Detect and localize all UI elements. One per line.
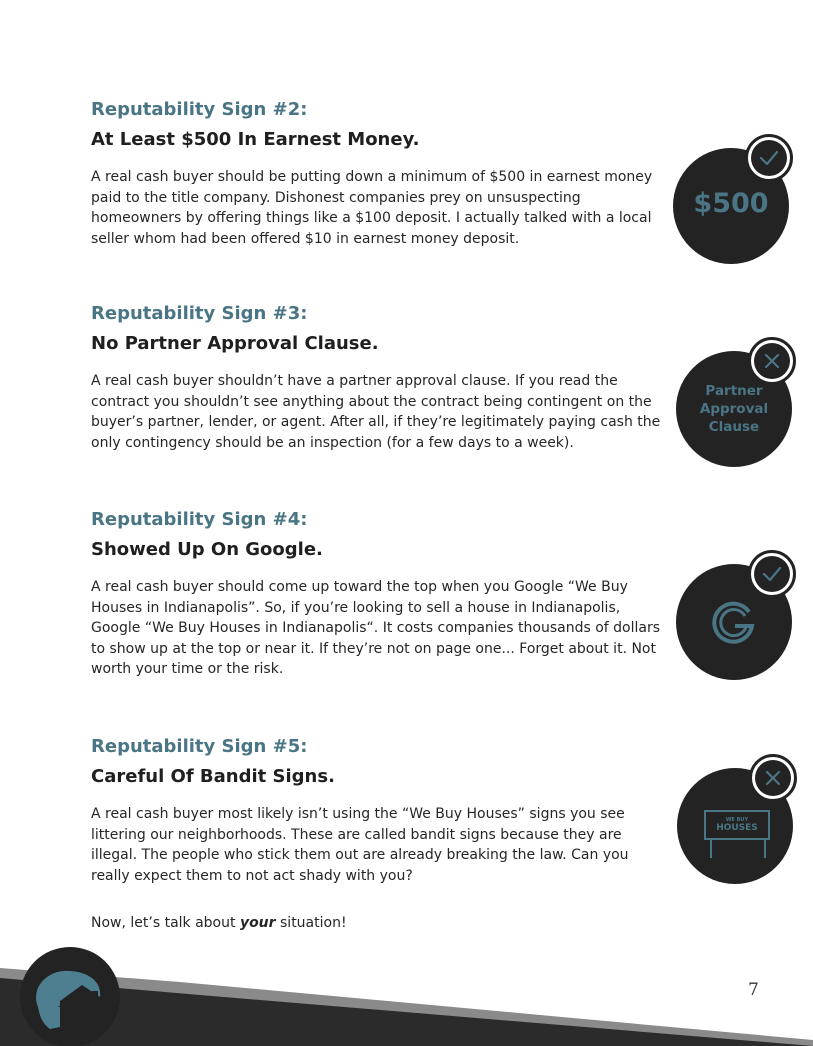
sign-body: A real cash buyer shouldn’t have a partner approval clause. If you read the contract you shouldn’t see anything about the contract being contingent on the buyer’s partner, lender, or agent. After all, if they’re legitimately paying cash the only contingency should be an inspection (for a few days to a week). <box>91 373 661 451</box>
bandit-sign-line: WE BUY <box>725 817 749 823</box>
badge-amount: $500 <box>693 188 769 219</box>
sign-section-3 <box>91 303 666 453</box>
sign-title: Careful Of Bandit Signs. <box>91 766 335 787</box>
check-icon <box>761 563 783 585</box>
badge-text-lines <box>676 382 792 436</box>
badge-line: Partner <box>705 383 763 399</box>
check-mark <box>748 550 796 598</box>
x-icon <box>762 767 784 789</box>
sign-body: A real cash buyer most likely isn’t using the “We Buy Houses” signs you see littering our neighborhoods. These are called bandit signs because they are illegal. The people who stick them out are already breaking the law. Can you really expect them to not act shady with you? <box>91 806 629 884</box>
sign-heading: Reputability Sign #5: <box>91 736 308 757</box>
footer-decoration <box>0 940 813 1046</box>
sign-title: At Least $500 In Earnest Money. <box>91 129 420 150</box>
closing-after: situation! <box>275 915 347 931</box>
sign-section-5 <box>91 736 666 886</box>
check-icon <box>758 147 780 169</box>
sign-post <box>764 840 766 858</box>
bandit-sign-icon <box>704 810 770 840</box>
badge-line: Approval <box>699 401 769 417</box>
x-mark <box>748 337 796 385</box>
earnest-money-badge <box>673 148 789 264</box>
closing-line <box>91 913 347 933</box>
bandit-sign-line: HOUSES <box>716 823 758 833</box>
badge-line: Clause <box>708 419 760 435</box>
check-mark <box>745 134 793 182</box>
house-logo-icon <box>20 947 120 1046</box>
sign-post <box>710 840 712 858</box>
sign-heading: Reputability Sign #4: <box>91 509 308 530</box>
sign-title: No Partner Approval Clause. <box>91 333 379 354</box>
sign-body: A real cash buyer should come up toward the top when you Google “We Buy Houses in Indianapolis”. So, if you’re looking to sell a house in Indianapolis, Google “We Buy Houses in Indianapolis“. It costs companies thousands of dollars to show up at the top or near it. If they’re not on page one... Forget about it. Not worth your time or the risk. <box>91 579 661 678</box>
sign-heading: Reputability Sign #3: <box>91 303 308 324</box>
sign-section-4 <box>91 509 666 680</box>
partner-approval-badge <box>676 351 792 467</box>
x-mark <box>749 754 797 802</box>
sign-heading: Reputability Sign #2: <box>91 99 308 120</box>
company-logo <box>20 947 120 1046</box>
x-icon <box>761 350 783 372</box>
google-icon <box>709 600 759 646</box>
sign-title: Showed Up On Google. <box>91 539 323 560</box>
closing-emphasis: your <box>239 915 276 931</box>
closing-before: Now, let’s talk about <box>91 915 240 931</box>
page-number: 7 <box>748 980 759 1000</box>
sign-section-2 <box>91 99 666 249</box>
bandit-sign-badge <box>677 768 793 884</box>
sign-body: A real cash buyer should be putting down a minimum of $500 in earnest money paid to the title company. Dishonest companies prey on unsuspecting homeowners by offering things like a $100 deposit. I actually talked with a local seller whom had been offered $10 in earnest money deposit. <box>91 169 653 247</box>
google-badge <box>676 564 792 680</box>
